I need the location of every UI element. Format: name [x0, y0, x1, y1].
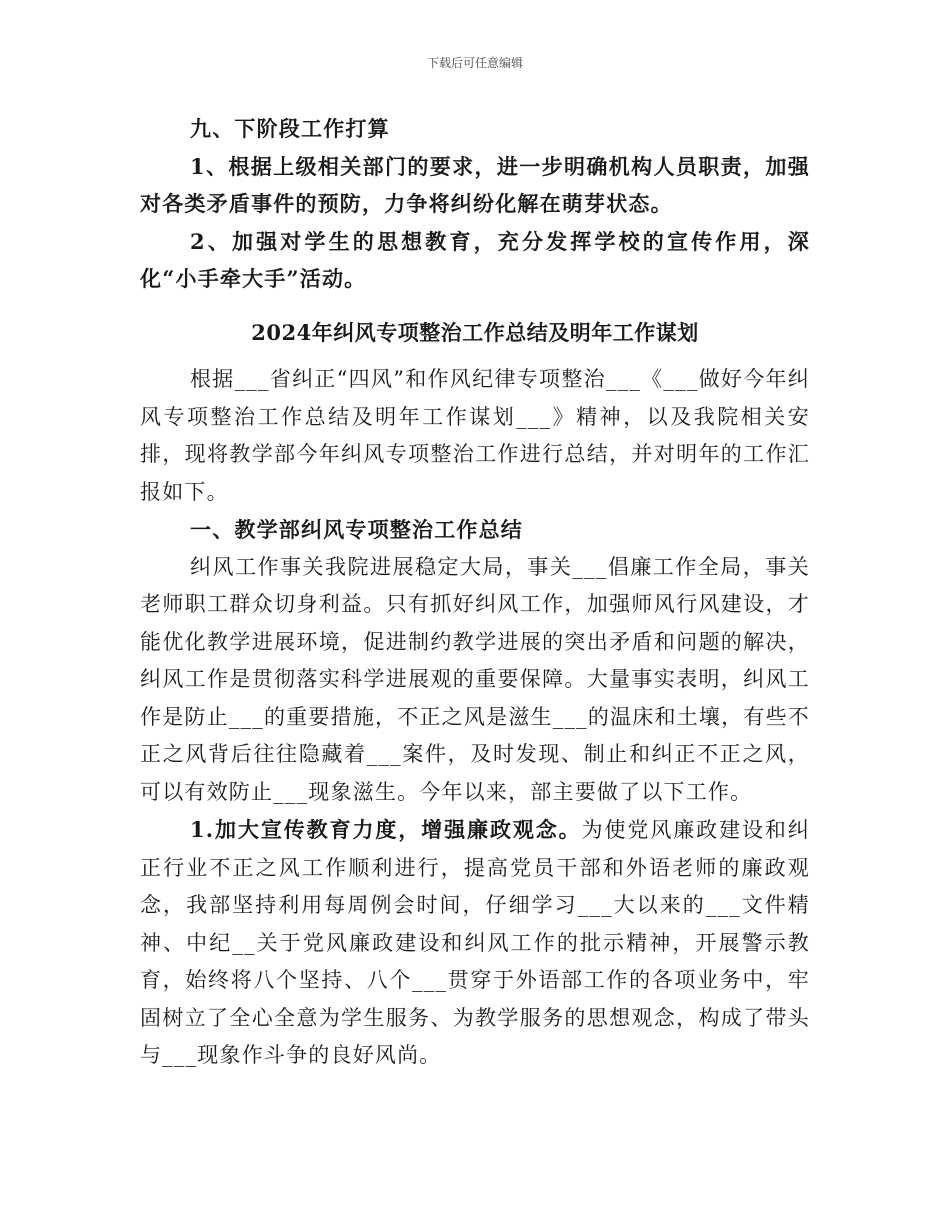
intro-paragraph: 根据___省纠正“四风”和作风纪律专项整治___《___做好今年纠风专项整治工作总结及明年工作谋划___》精神，以及我院相关安排，现将教学部今年纠风专项整治工作进行总结，并对明年的工作汇报如下。 [140, 367, 810, 504]
section-nine-item-1: 1、根据上级相关部门的要求，进一步明确机构人员职责，加强对各类矛盾事件的预防，力争将纠纷化解在萌芽状态。 [140, 153, 810, 216]
document-body [140, 110, 810, 1075]
section-nine-item-2: 2、加强对学生的思想教育，充分发挥学校的宣传作用，深化“小手牵大手”活动。 [140, 228, 810, 291]
section-one-heading: 一、教学部纠风专项整治工作总结 [190, 517, 523, 542]
section-nine-heading: 九、下阶段工作打算 [190, 116, 390, 141]
header-note: 下载后可任意编辑 [426, 56, 523, 70]
point-1-body: 为使党风廉政建设和纠正行业不正之风工作顺利进行，提高党员干部和外语老师的廉政观念，我部坚持利用每周例会时间，仔细学习___大以来的___文件精神、中纪__关于党风廉政建设和纠风工作的批示精神，开展警示教育，始终将八个坚持、八个___贯穿于外语部工作的各项业务中，牢固树立了全心全意为学生服务、为教学服务的思想观念，构成了带头与___现象作斗争的良好风尚。 [140, 818, 811, 1067]
section-one-paragraph: 纠风工作事关我院进展稳定大局，事关___倡廉工作全局，事关老师职工群众切身利益。只有抓好纠风工作，加强师风行风建设，才能优化教学进展环境，促进制约教学进展的突出矛盾和问题的解决，纠风工作是贯彻落实科学进展观的重要保障。大量事实表明，纠风工作是防止___的重要措施，不正之风是滋生___的温床和土壤，有些不正之风背后往往隐藏着___案件，及时发现、制止和纠正不正之风，可以有效防止___现象滋生。今年以来，部主要做了以下工作。 [140, 554, 810, 804]
point-1-lead: 1.加大宣传教育力度，增强廉政观念。 [190, 817, 582, 842]
document-title: 2024年纠风专项整治工作总结及明年工作谋划 [251, 319, 699, 345]
point-1-paragraph [140, 811, 810, 1075]
